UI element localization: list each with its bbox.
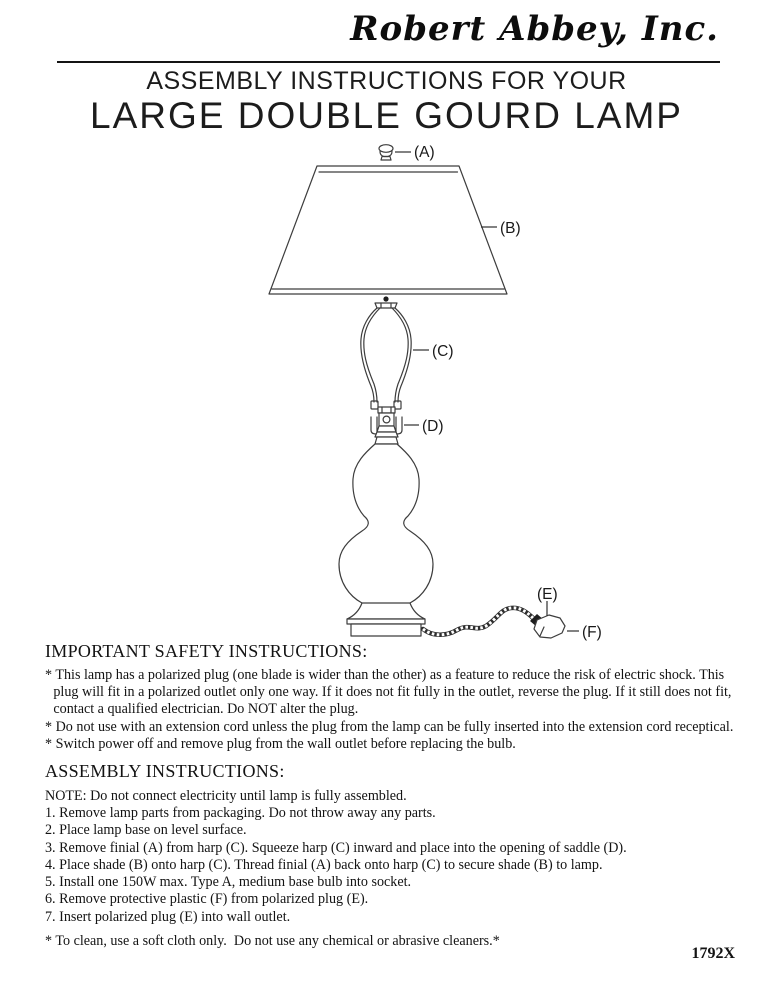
assembly-step-7: 7. Insert polarized plug (E) into wall outlet. bbox=[45, 907, 291, 925]
harp-drawing bbox=[361, 296, 411, 409]
shade-drawing bbox=[269, 166, 507, 294]
lamp-body-drawing bbox=[339, 437, 433, 607]
page-subtitle: ASSEMBLY INSTRUCTIONS FOR YOUR bbox=[146, 67, 627, 95]
plug-label: (E) bbox=[537, 586, 558, 603]
safety-bullet-1-line-2: plug will fit in a polarized outlet only one way. If it does not fit fully in the outlet, reverse the plug. If it still does not fit, bbox=[53, 683, 732, 701]
part-code: 1792X bbox=[691, 945, 735, 962]
assembly-note-line: NOTE: Do not connect electricity until lamp is fully assembled. bbox=[45, 787, 407, 804]
safety-bullet-3: * Switch power off and remove plug from the wall outlet before replacing the bulb. bbox=[45, 734, 516, 752]
safety-bullet-2: * Do not use with an extension cord unless the plug from the lamp can be fully inserted into the extension cord receptical. bbox=[45, 717, 734, 735]
assembly-step-3: 3. Remove finial (A) from harp (C). Squeeze harp (C) inward and place into the opening of saddle (D). bbox=[45, 838, 627, 856]
cleaning-note-line: * To clean, use a soft cloth only. Do not use any chemical or abrasive cleaners.* bbox=[45, 932, 500, 949]
finial-label: (A) bbox=[414, 144, 435, 161]
harp-label: (C) bbox=[432, 343, 454, 360]
shade-label: (B) bbox=[500, 220, 521, 237]
assembly-step-1: 1. Remove lamp parts from packaging. Do not throw away any parts. bbox=[45, 804, 436, 821]
page-title: LARGE DOUBLE GOURD LAMP bbox=[90, 95, 683, 136]
cleaning-note bbox=[45, 932, 500, 949]
saddle-drawing bbox=[371, 407, 402, 437]
safety-section-title: IMPORTANT SAFETY INSTRUCTIONS: bbox=[45, 641, 368, 661]
assembly-step-6: 6. Remove protective plastic (F) from polarized plug (E). bbox=[45, 890, 369, 908]
assembly-step-2: 2. Place lamp base on level surface. bbox=[45, 821, 247, 839]
assembly-steps bbox=[45, 804, 627, 925]
assembly-step-4: 4. Place shade (B) onto harp (C). Thread finial (A) back onto harp (C) to secure shade (B) to lamp. bbox=[45, 855, 603, 873]
assembly-note bbox=[45, 787, 407, 804]
plug-drawing bbox=[530, 614, 565, 638]
safety-section-body bbox=[45, 666, 733, 752]
plastic-label: (F) bbox=[582, 624, 602, 641]
cord-drawing bbox=[423, 608, 534, 635]
assembly-step-5: 5. Install one 150W max. Type A, medium base bulb into socket. bbox=[45, 873, 412, 891]
saddle-label: (D) bbox=[422, 418, 444, 435]
finial-drawing bbox=[379, 145, 393, 160]
brand-logo: Robert Abbey, Inc. bbox=[350, 9, 719, 49]
safety-bullet-1-line-1: * This lamp has a polarized plug (one blade is wider than the other) as a feature to reduce the risk of electric shock. This bbox=[45, 666, 725, 683]
assembly-section-title: ASSEMBLY INSTRUCTIONS: bbox=[45, 761, 285, 781]
safety-bullet-1-line-3: contact a qualified electrician. Do NOT alter the plug. bbox=[53, 700, 359, 718]
base-drawing bbox=[347, 603, 425, 636]
